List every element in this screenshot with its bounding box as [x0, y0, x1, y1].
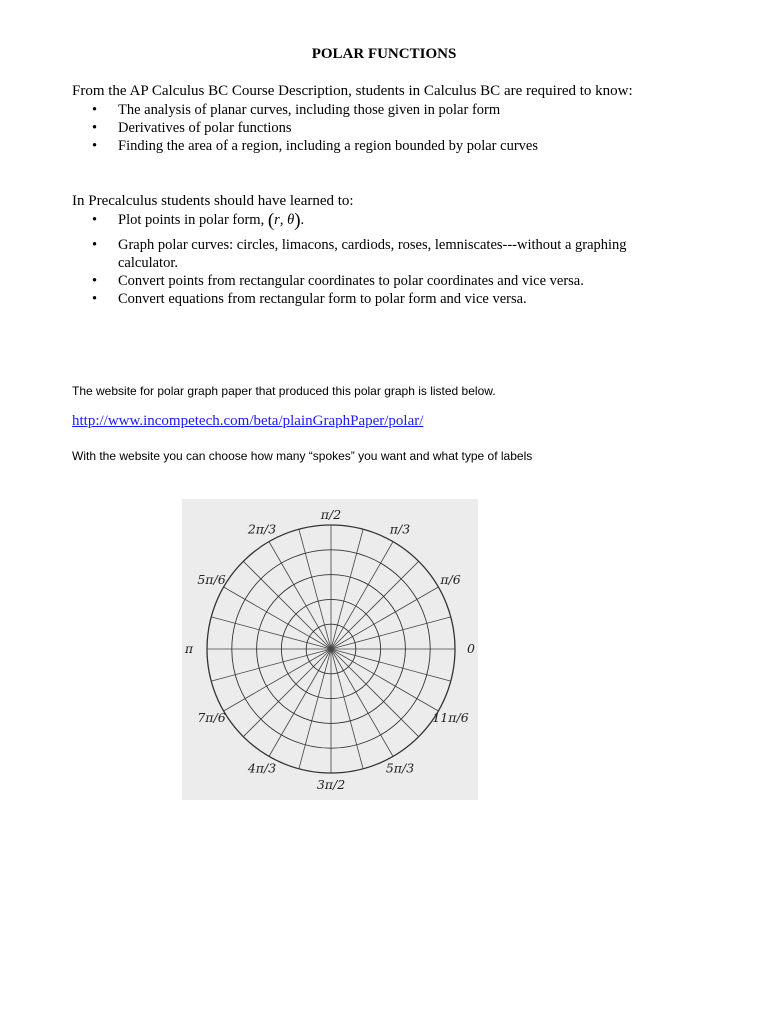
- angle-label: 3π/2: [316, 777, 346, 792]
- intro-paragraph: From the AP Calculus BC Course Description, students in Calculus BC are required to know:: [72, 83, 633, 99]
- angle-label: 7π/6: [197, 710, 226, 725]
- bc-requirements-list: [72, 101, 672, 155]
- polar-graph-paper-link[interactable]: http://www.incompetech.com/beta/plainGraphPaper/polar/: [72, 413, 424, 429]
- theta-symbol: θ: [287, 212, 295, 228]
- angle-label: π/6: [440, 572, 461, 587]
- angle-label: 2π/3: [247, 521, 277, 537]
- list-item: • Plot points in polar form, (r, θ).: [72, 211, 672, 230]
- list-item: • Derivatives of polar functions: [72, 119, 672, 137]
- list-item: • Convert points from rectangular coordinates to polar coordinates and vice versa.: [72, 272, 672, 290]
- polar-spoke: [331, 529, 363, 649]
- angle-label: 0: [467, 641, 475, 656]
- website-note: The website for polar graph paper that produced this polar graph is listed below.: [72, 384, 496, 398]
- polar-spoke: [331, 561, 419, 649]
- angle-label: 4π/3: [247, 760, 277, 776]
- polar-spoke: [331, 617, 451, 649]
- polar-spoke: [331, 649, 451, 681]
- polar-spoke: [224, 649, 331, 711]
- angle-label: 5π/3: [385, 760, 415, 776]
- polar-spoke: [211, 649, 331, 681]
- page-title: POLAR FUNCTIONS: [311, 46, 457, 62]
- polar-spoke: [243, 561, 331, 649]
- precalc-skills-list: [72, 211, 672, 308]
- plot-points-text: Plot points in polar form,: [118, 212, 268, 228]
- polar-spoke: [331, 587, 438, 649]
- polar-spoke: [299, 649, 331, 769]
- polar-spoke: [211, 617, 331, 649]
- polar-spoke: [269, 649, 331, 756]
- polar-spoke: [331, 649, 438, 711]
- list-item: • Finding the area of a region, including a region bounded by polar curves: [72, 137, 672, 155]
- polar-graph: [182, 499, 478, 800]
- polar-spoke: [331, 649, 363, 769]
- spokes-note: With the website you can choose how many “spokes” you want and what type of labels: [72, 449, 533, 463]
- polar-spoke: [224, 587, 331, 649]
- angle-label: π/3: [389, 521, 411, 537]
- polar-spoke: [299, 529, 331, 649]
- angle-label: 5π/6: [197, 572, 226, 587]
- list-item: • Graph polar curves: circles, limacons, cardiods, roses, lemniscates---without a graphing calculator.: [72, 236, 672, 272]
- angle-label: 11π/6: [432, 710, 469, 725]
- polar-spoke: [331, 649, 419, 737]
- polar-spoke: [331, 649, 393, 756]
- angle-label: π/2: [320, 507, 342, 522]
- list-item: • The analysis of planar curves, including those given in polar form: [72, 101, 672, 119]
- polar-graph-image: [182, 499, 478, 800]
- polar-spoke: [243, 649, 331, 737]
- precalc-intro-paragraph: In Precalculus students should have learned to:: [72, 193, 354, 209]
- list-item: • Convert equations from rectangular form to polar form and vice versa.: [72, 290, 672, 308]
- r-symbol: r: [274, 212, 280, 228]
- angle-label: π: [184, 641, 194, 656]
- polar-spoke: [331, 542, 393, 649]
- polar-spoke: [269, 542, 331, 649]
